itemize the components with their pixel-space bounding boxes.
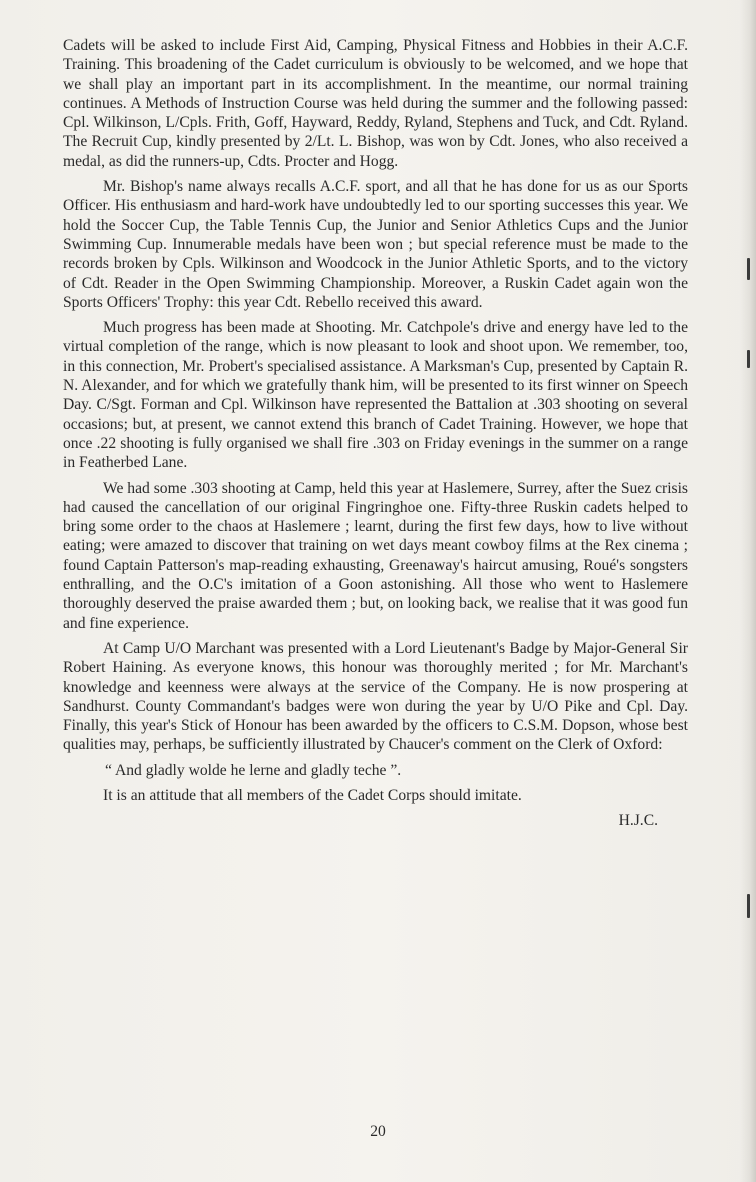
margin-mark <box>747 350 750 368</box>
margin-mark <box>747 894 750 918</box>
paragraph-sport: Mr. Bishop's name always recalls A.C.F. sport, and all that he has done for us as our Sports Officer. His enthusiasm and hard-work have undoubtedly led to our sporting successes this year. We hold the Soccer Cup, the Table Tennis Cup, the Junior and Senior Athletics Cups and the Junior Swimming Cup. Innumerable medals have been won ; but special reference must be made to the records broken by Cpls. Wilkinson and Woodcock in the Junior Athletic Sports, and to the victory of Cdt. Reader in the Open Swimming Championship. Moreover, a Ruskin Cadet again won the Sports Officers' Trophy: this year Cdt. Rebello received this award. <box>63 178 688 311</box>
chaucer-quote: “ And gladly wolde he lerne and gladly teche ”. <box>105 761 402 779</box>
closing-sentence: It is an attitude that all members of the Cadet Corps should imitate. <box>103 786 522 804</box>
paragraph-training: Cadets will be asked to include First Aid, Camping, Physical Fitness and Hobbies in their A.C.F. Training. This broadening of the Cadet curriculum is obviously to be welcomed, and we hope that we shall play an important part in its accomplishment. In the meantime, our normal training continues. A Methods of Instruction Course was held during the summer and the following passed: Cpl. Wilkinson, L/Cpls. Frith, Goff, Hayward, Reddy, Ryland, Stephens and Tuck, and Cdt. Ryland. The Recruit Cup, kindly presented by 2/Lt. L. Bishop, was won by Cdt. Jones, who also received a medal, as did the runners-up, Cdts. Procter and Hogg. <box>63 37 688 170</box>
page-binding-edge <box>740 0 756 1182</box>
article-body <box>63 36 688 831</box>
paragraph-camp: We had some .303 shooting at Camp, held this year at Haslemere, Surrey, after the Suez crisis had caused the cancellation of our original Fingringhoe one. Fifty-three Ruskin cadets helped to bring some order to the chaos at Haslemere ; learnt, during the first few days, how to live without eating; were amazed to discover that training on wet days meant cowboy films at the Rex cinema ; found Captain Patterson's map-reading exhausting, Greenaway's haircut amusing, Roué's songsters enthralling, and the O.C's imitation of a Goon astonishing. All those who went to Haslemere thoroughly deserved the praise awarded them ; but, on looking back, we realise that it was good fun and fine experience. <box>63 479 688 632</box>
page-number: 20 <box>370 1123 386 1140</box>
paragraph-shooting: Much progress has been made at Shooting. Mr. Catchpole's drive and energy have led to the virtual completion of the range, which is now pleasant to look and shoot upon. We remember, too, in this connection, Mr. Probert's specialised assistance. A Marksman's Cup, presented by Captain R. N. Alexander, and for which we gratefully thank him, will be presented to its first winner on Speech Day. C/Sgt. Forman and Cpl. Wilkinson have represented the Battalion at .303 shooting on several occasions; but, at present, we cannot extend this branch of Cadet Training. However, we hope that once .22 shooting is fully organised we shall fire .303 on Friday evenings in the summer on a range in Featherbed Lane. <box>63 319 688 472</box>
author-signature: H.J.C. <box>618 812 658 830</box>
paragraph-awards: At Camp U/O Marchant was presented with a Lord Lieutenant's Badge by Major-General Sir Robert Haining. As everyone knows, this honour was thoroughly merited ; for Mr. Marchant's knowledge and keenness were always at the service of the Company. He is now prospering at Sandhurst. County Commandant's badges were won during the year by U/O Pike and Cpl. Day. Finally, this year's Stick of Honour has been awarded by the officers to C.S.M. Dopson, whose best qualities may, perhaps, be sufficiently illustrated by Chaucer's comment on the Clerk of Oxford: <box>63 639 688 754</box>
margin-mark <box>747 258 750 280</box>
